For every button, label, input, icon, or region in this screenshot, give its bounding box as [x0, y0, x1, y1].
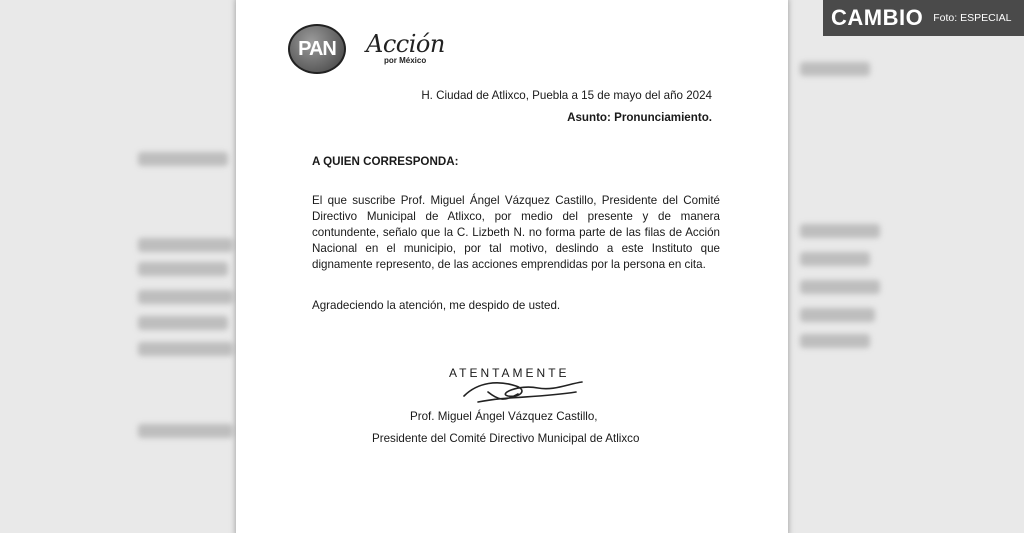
pan-logo: [288, 24, 346, 74]
photo-credit: Foto: ESPECIAL: [933, 12, 1012, 24]
closing-line: Agradeciendo la atención, me despido de usted.: [312, 299, 561, 312]
salutation: A QUIEN CORRESPONDA:: [312, 155, 459, 168]
brand-banner: [823, 0, 1024, 36]
subject-line: Asunto: Pronunciamiento.: [567, 111, 712, 124]
atentamente: ATENTAMENTE: [449, 366, 570, 380]
place-date: H. Ciudad de Atlixco, Puebla a 15 de mayo del año 2024: [421, 89, 712, 102]
letter-body: El que suscribe Prof. Miguel Ángel Vázquez Castillo, Presidente del Comité Directivo Municipal de Atlixco, por medio del presente y de manera contundente, señalo que la C. Lizbeth N. no forma parte de las filas de Acción Nacional en el municipio, por tal motivo, deslindo a este Instituto que dignamente represento, de las acciones emprendidas por la persona en cita.: [312, 194, 720, 271]
accion-logo: [366, 32, 445, 65]
signer-name: Prof. Miguel Ángel Vázquez Castillo,: [410, 410, 598, 423]
handwritten-signature: [458, 374, 588, 414]
pan-logo-text: PAN: [298, 37, 336, 60]
accion-logo-sub: por México: [384, 56, 427, 65]
signer-title: Presidente del Comité Directivo Municipal de Atlixco: [372, 432, 640, 445]
brand-name: CAMBIO: [831, 5, 924, 30]
accion-logo-text: Acción: [366, 30, 445, 58]
letter-page: [236, 0, 788, 533]
